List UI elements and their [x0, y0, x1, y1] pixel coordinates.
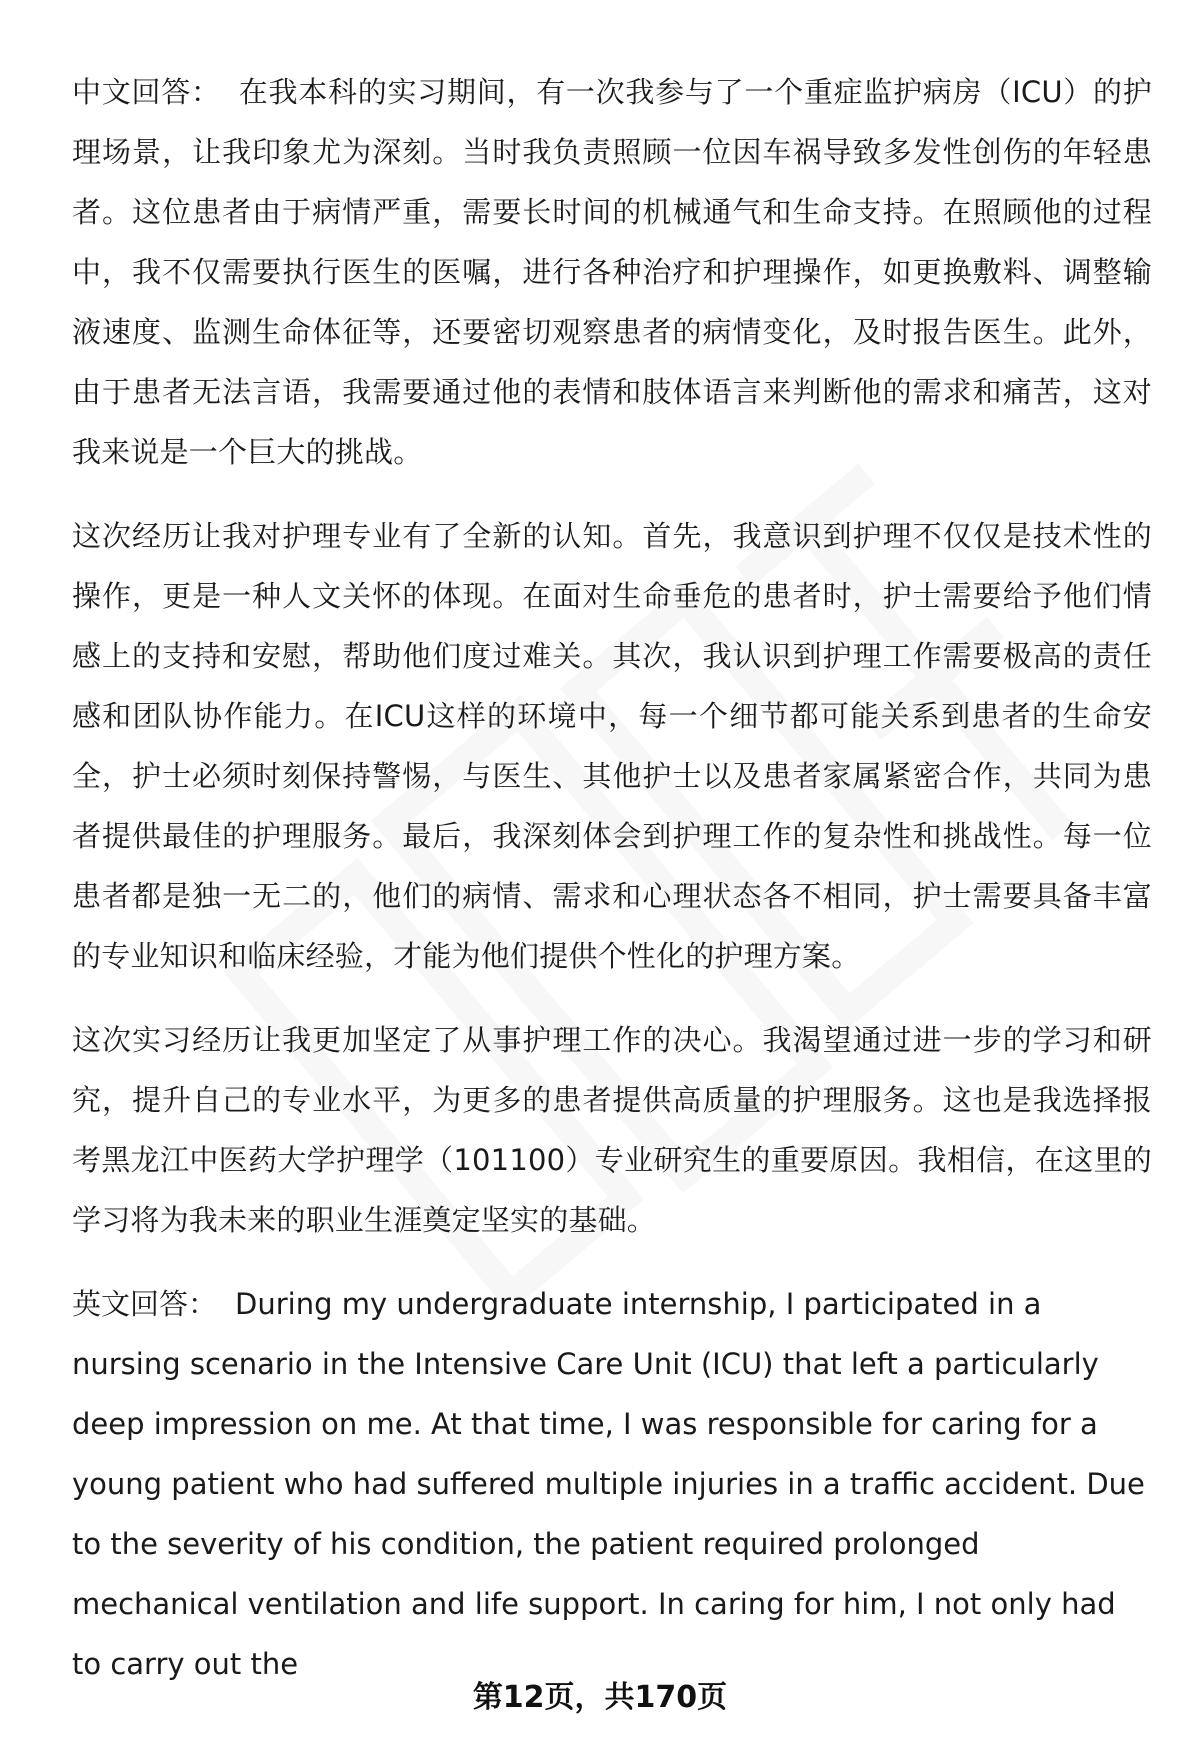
paragraph-text: During my undergraduate internship, I participated in a nursing scenario in the Intensive Care Unit (ICU) that left a particularly deep impression on me. At that time, I was responsible for caring for a young patient who had suffered multiple injuries in a traffic accident. Due to the severity of his condition, the patient required prolonged mechanical ventilation and life support. In caring for him, I not only had to carry out the — [72, 1287, 1145, 1681]
answer-lead-en: 英文回答： — [72, 1287, 218, 1321]
document-body — [72, 62, 1152, 1694]
paragraph-cn-3 — [72, 1010, 1152, 1250]
answer-lead-cn: 中文回答： — [72, 75, 221, 109]
paragraph-text: 在我本科的实习期间，有一次我参与了一个重症监护病房（ICU）的护理场景，让我印象尤为深刻。当时我负责照顾一位因车祸导致多发性创伤的年轻患者。这位患者由于病情严重，需要长时间的机械通气和生命支持。在照顾他的过程中，我不仅需要执行医生的医嘱，进行各种治疗和护理操作，如更换敷料、调整输液速度、监测生命体征等，还要密切观察患者的病情变化，及时报告医生。此外，由于患者无法言语，我需要通过他的表情和肢体语言来判断他的需求和痛苦，这对我来说是一个巨大的挑战。 — [72, 75, 1152, 469]
paragraph-cn-2 — [72, 506, 1152, 986]
paragraph-en — [72, 1274, 1152, 1694]
paragraph-text: 这次实习经历让我更加坚定了从事护理工作的决心。我渴望通过进一步的学习和研究，提升自己的专业水平，为更多的患者提供高质量的护理服务。这也是我选择报考黑龙江中医药大学护理学（101100）专业研究生的重要原因。我相信，在这里的学习将为我未来的职业生涯奠定坚实的基础。 — [72, 1023, 1152, 1237]
paragraph-cn-1 — [72, 62, 1152, 482]
page-number: 第12页，共170页 — [472, 1680, 728, 1715]
paragraph-text: 这次经历让我对护理专业有了全新的认知。首先，我意识到护理不仅仅是技术性的操作，更是一种人文关怀的体现。在面对生命垂危的患者时，护士需要给予他们情感上的支持和安慰，帮助他们度过难关。其次，我认识到护理工作需要极高的责任感和团队协作能力。在ICU这样的环境中，每一个细节都可能关系到患者的生命安全，护士必须时刻保持警惕，与医生、其他护士以及患者家属紧密合作，共同为患者提供最佳的护理服务。最后，我深刻体会到护理工作的复杂性和挑战性。每一位患者都是独一无二的，他们的病情、需求和心理状态各不相同，护士需要具备丰富的专业知识和临床经验，才能为他们提供个性化的护理方案。 — [72, 519, 1152, 973]
